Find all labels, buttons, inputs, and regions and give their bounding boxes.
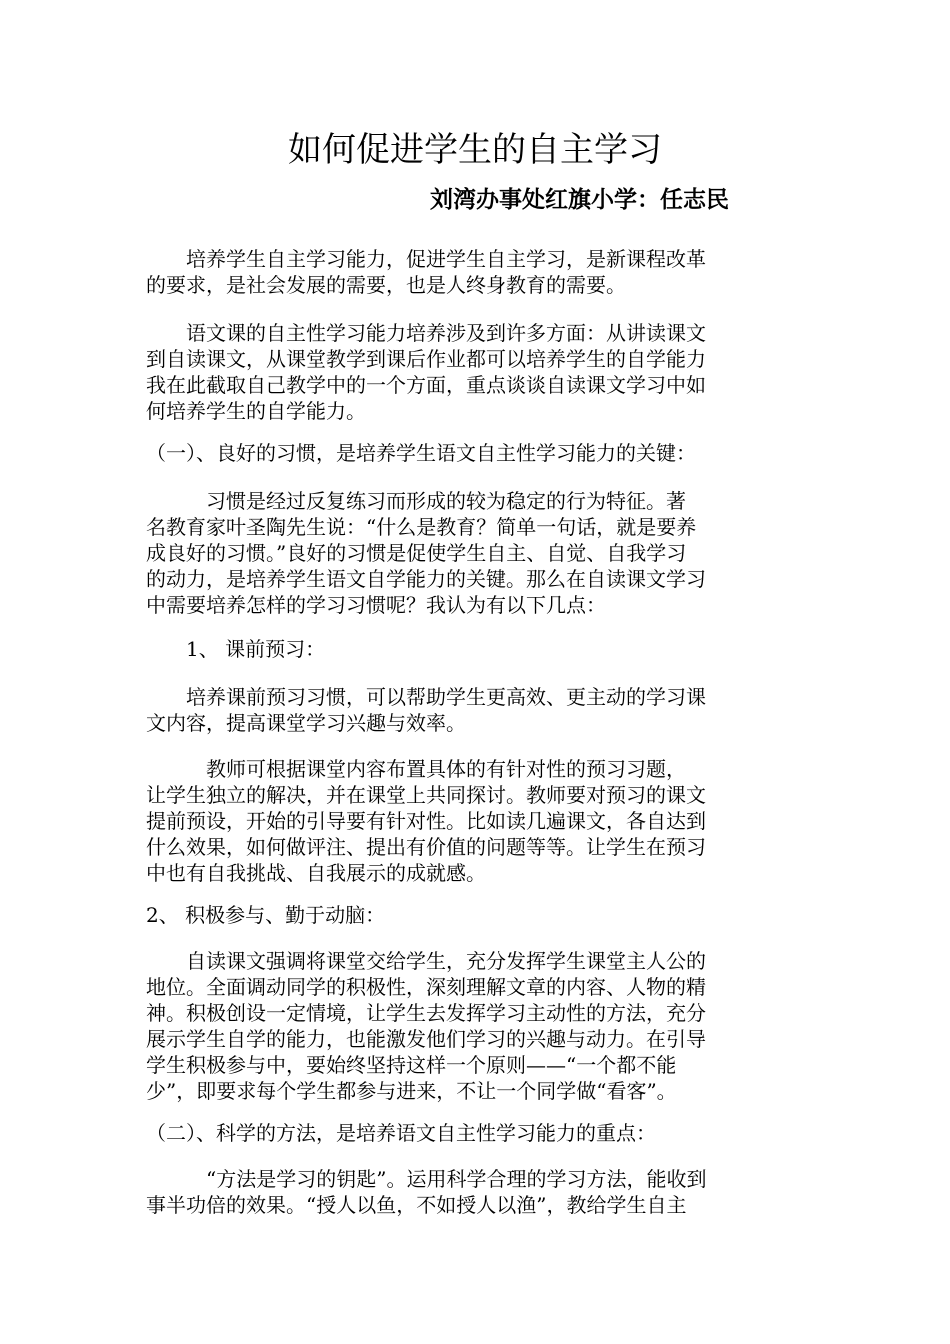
author-line: 刘湾办事处红旗小学：任志民 (430, 187, 729, 213)
paragraph-intro: 培养学生自主学习能力，促进学生自主学习，是新课程改革 的要求，是社会发展的需要，也是人终身教育的需要。 (146, 247, 706, 297)
paragraph-preview-teacher: 教师可根据课堂内容布置具体的有针对性的预习习题， 让学生独立的解决，并在课堂上共同探讨。教师要对预习的课文 提前预设，开始的引导要有针对性。比如读几遍课文，各自达到 什么效果，如何做评注、提出有价值的问题等等。让学生在预习 中也有自我挑战、自我展示的成就感。 (146, 757, 706, 885)
paragraph-methods: “方法是学习的钥匙”。运用科学合理的学习方法，能收到 事半功倍的效果。“授人以鱼，不如授人以渔”，教给学生自主 (146, 1167, 707, 1217)
subheading-participation: 2、 积极参与、勤于动脑： (146, 903, 386, 927)
paragraph-preview-habit: 培养课前预习习惯，可以帮助学生更高效、更主动的学习课 文内容，提高课堂学习兴趣与效率。 (146, 685, 706, 735)
subheading-preview: 1、 课前预习： (146, 637, 326, 661)
section-heading-1: （一）、良好的习惯，是培养学生语文自主性学习能力的关键： (146, 441, 696, 465)
section-heading-2: （二）、科学的方法，是培养语文自主性学习能力的重点： (146, 1121, 656, 1145)
paragraph-habits: 习惯是经过反复练习而形成的较为稳定的行为特征。著 名教育家叶圣陶先生说：“什么是教育？简单一句话，就是要养 成良好的习惯。”良好的习惯是促使学生自主、自觉、自我学习 的动力，是培养学生语文自学能力的关键。那么在自读课文学习 中需要培养怎样的学习习惯呢？我认为有以下几点： (146, 489, 706, 617)
paragraph-overview: 语文课的自主性学习能力培养涉及到许多方面：从讲读课文 到自读课文，从课堂教学到课后作业都可以培养学生的自学能力 我在此截取自己教学中的一个方面，重点谈谈自读课文学习中如 何培养学生的自学能力。 (146, 321, 706, 423)
paragraph-participation: 自读课文强调将课堂交给学生，充分发挥学生课堂主人公的 地位。全面调动同学的积极性，深刻理解文章的内容、人物的精 神。积极创设一定情境，让学生去发挥学习主动性的方法，充分 展示学生自学的能力，也能激发他们学习的兴趣与动力。在引导 学生积极参与中，要始终坚持这样一个原则——“一个都不能 少”，即要求每个学生都参与进来，不让一个同学做“看客”。 (146, 949, 706, 1103)
document-title: 如何促进学生的自主学习 (288, 130, 662, 170)
